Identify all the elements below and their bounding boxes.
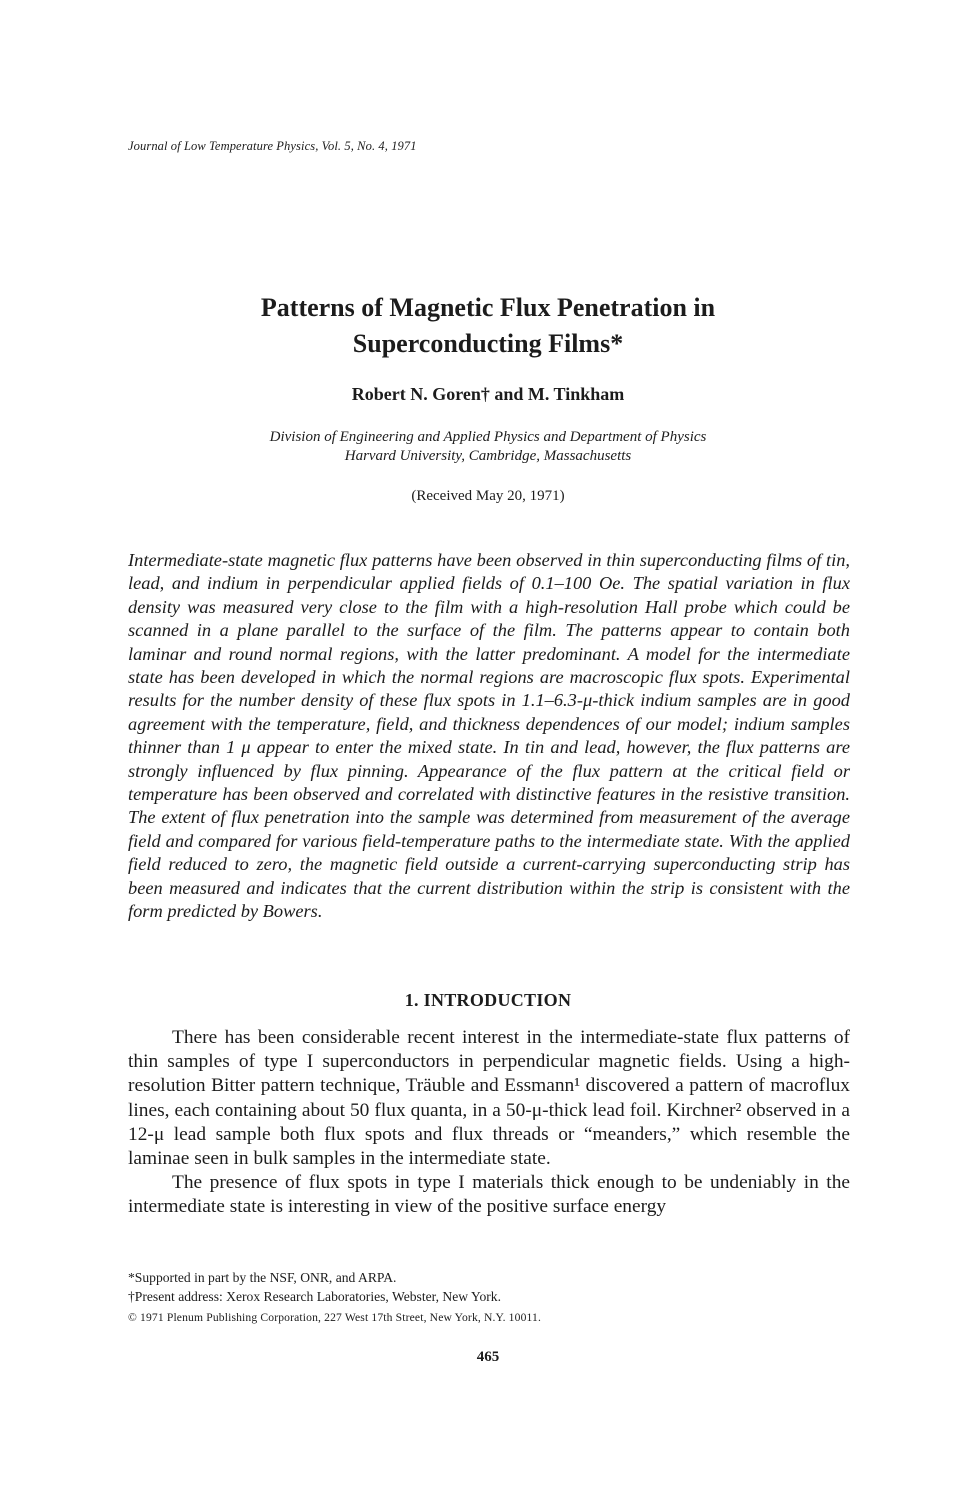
title-line-1: Patterns of Magnetic Flux Penetration in — [260, 293, 716, 322]
paragraph: There has been considerable recent interest in the intermediate-state flux patterns of thin samples of type I superconductors in perpendicular magnetic fields. Using a high-resolution Bitter pattern technique, Träuble and Essmann¹ discovered a pattern of macroflux lines, each containing about 50 flux quanta, in a 50-μ-thick lead foil. Kirchner² observed in a 12-μ lead sample both flux spots and flux threads or “meanders,” which resemble the laminae seen in bulk samples in the intermediate state. — [128, 1027, 850, 1170]
article-title — [0, 290, 976, 362]
copyright-line: © 1971 Plenum Publishing Corporation, 227 West 17th Street, New York, N.Y. 10011. — [128, 1311, 542, 1324]
footnote-present-address: †Present address: Xerox Research Laboratories, Webster, New York. — [128, 1289, 501, 1304]
body-text — [128, 1026, 850, 1220]
affiliation-line-2: Harvard University, Cambridge, Massachusetts — [344, 448, 632, 464]
received-date: (Received May 20, 1971) — [411, 488, 565, 504]
author-list: Robert N. Goren† and M. Tinkham — [351, 384, 625, 404]
journal-citation: Journal of Low Temperature Physics, Vol. 5, No. 4, 1971 — [128, 139, 417, 153]
section-heading: 1. INTRODUCTION — [404, 990, 572, 1010]
page-number: 465 — [476, 1349, 500, 1365]
paragraph: The presence of flux spots in type I materials thick enough to be undeniably in the intermediate state is interesting in view of the positive surface energy — [128, 1172, 850, 1218]
affiliation-line-1: Division of Engineering and Applied Physics and Department of Physics — [269, 429, 707, 445]
abstract: Intermediate-state magnetic flux patterns have been observed in thin superconducting films of tin, lead, and indium in perpendicular applied fields of 0.1–100 Oe. The spatial variation in flux density was measured very close to the film with a high-resolution Hall probe which could be scanned in a plane parallel to the surface of the film. The patterns appear to contain both laminar and round normal regions, with the latter predominant. A model for the intermediate state has been developed in which the normal regions are macroscopic flux spots. Experimental results for the number density of these flux spots in 1.1–6.3-μ-thick indium samples are in good agreement with the temperature, field, and thickness dependences of our model; indium samples thinner than 1 μ appear to enter the mixed state. In tin and lead, however, the flux patterns are strongly influenced by flux pinning. Appearance of the flux pattern at the critical field or temperature has been observed and correlated with distinctive features in the resistive transition. The extent of flux penetration into the sample was determined from measurement of the average field and compared for various field-temperature paths to the intermediate state. With the applied field reduced to zero, the magnetic field outside a current-carrying superconducting strip has been measured and indicates that the current distribution within the strip is consistent with the form predicted by Bowers. — [128, 550, 850, 922]
affiliation — [0, 428, 976, 466]
title-line-2: Superconducting Films* — [352, 329, 624, 358]
footnote-support: *Supported in part by the NSF, ONR, and ARPA. — [128, 1270, 397, 1285]
footnotes — [128, 1268, 850, 1306]
